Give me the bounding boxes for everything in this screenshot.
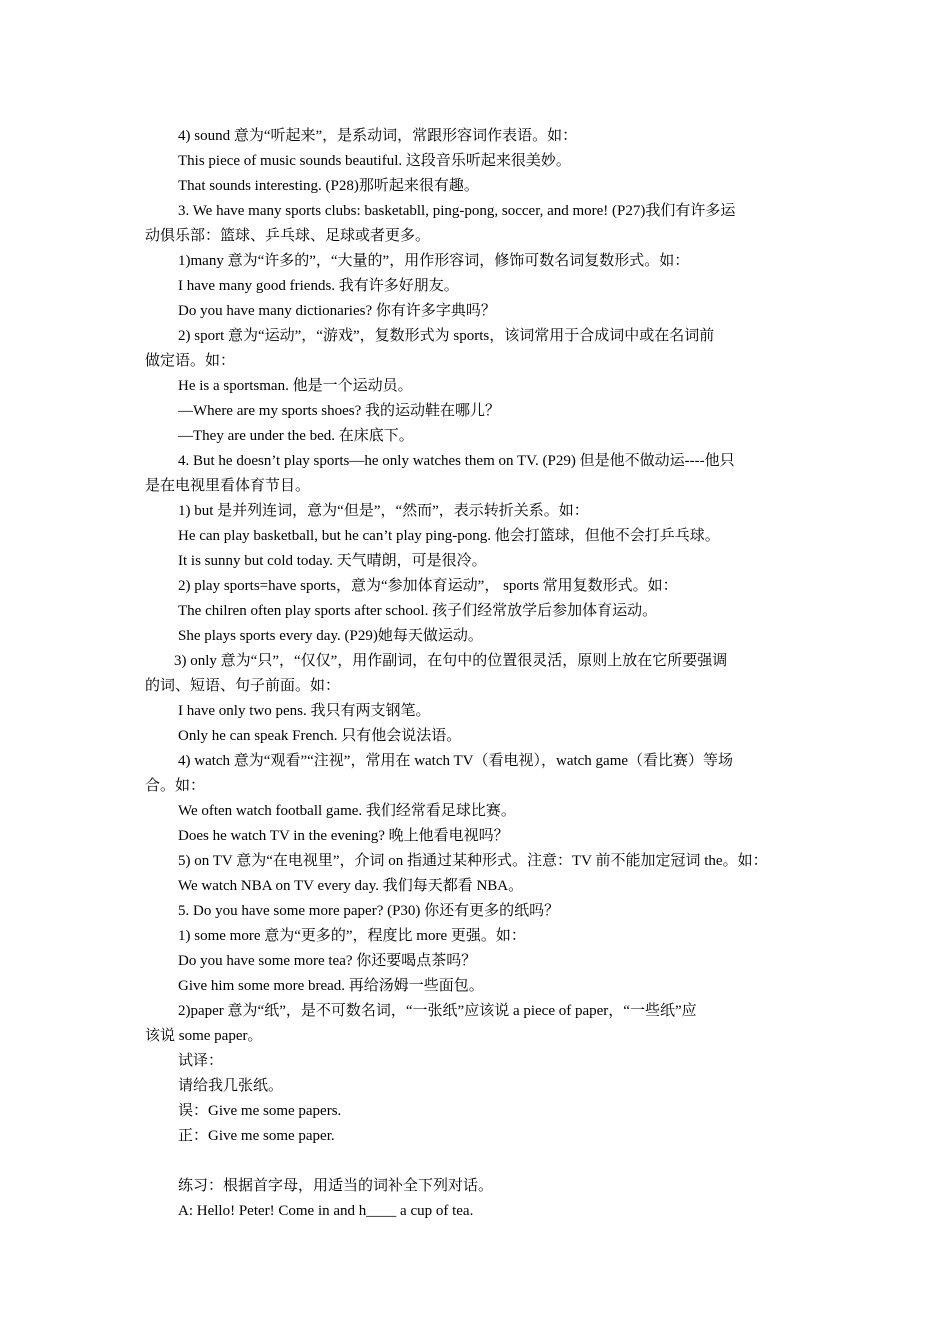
text-line: 做定语。如： <box>145 353 236 369</box>
text-line: —They are under the bed. 在床底下。 <box>178 428 414 444</box>
text-line: A: Hello! Peter! Come in and h____ a cup of tea. <box>178 1203 474 1219</box>
text-line: —Where are my sports shoes? 我的运动鞋在哪儿？ <box>178 403 501 419</box>
text-line: He is a sportsman. 他是一个运动员。 <box>178 378 413 394</box>
text-line: 试译： <box>178 1053 224 1069</box>
text-line: She plays sports every day. (P29)她每天做运动。 <box>178 628 483 644</box>
text-line: 正：Give me some paper. <box>178 1128 335 1144</box>
text-line: Give him some more bread. 再给汤姆一些面包。 <box>178 978 484 994</box>
text-line: I have only two pens. 我只有两支钢笔。 <box>178 703 431 719</box>
text-line: 该说 some paper。 <box>145 1028 263 1044</box>
text-line: I have many good friends. 我有许多好朋友。 <box>178 278 459 294</box>
text-line: We watch NBA on TV every day. 我们每天都看 NBA。 <box>178 878 524 894</box>
text-line: It is sunny but cold today. 天气晴朗，可是很冷。 <box>178 553 487 569</box>
text-line: Does he watch TV in the evening? 晚上他看电视吗？ <box>178 828 509 844</box>
text-line: This piece of music sounds beautiful. 这段音乐听起来很美妙。 <box>178 153 571 169</box>
text-line: 1) some more 意为“更多的”，程度比 more 更强。如： <box>178 928 526 944</box>
text-line: He can play basketball, but he can’t play ping-pong. 他会打篮球，但他不会打乒乓球。 <box>178 528 720 544</box>
text-line: 合。如： <box>145 778 206 794</box>
text-line: Do you have some more tea? 你还要喝点茶吗？ <box>178 953 477 969</box>
text-line: 5) on TV 意为“在电视里”，介词 on 指通过某种形式。注意：TV 前不能加定冠词 the。如： <box>178 853 768 869</box>
text-line: We often watch football game. 我们经常看足球比赛。 <box>178 803 516 819</box>
text-line: The chilren often play sports after school. 孩子们经常放学后参加体育运动。 <box>178 603 658 619</box>
text-line: 是在电视里看体育节目。 <box>145 478 311 494</box>
text-line: 4) watch 意为“观看”“注视”，常用在 watch TV（看电视），watch game（看比赛）等场 <box>178 753 734 769</box>
text-line: 4) sound 意为“听起来”，是系动词，常跟形容词作表语。如： <box>178 128 578 144</box>
text-line: 5. Do you have some more paper? (P30) 你还有更多的纸吗？ <box>178 903 560 919</box>
text-line: 动俱乐部：篮球、乒乓球、足球或者更多。 <box>145 228 431 244</box>
text-line: 3) only 意为“只”，“仅仅”，用作副词，在句中的位置很灵活，原则上放在它所要强调 <box>174 653 728 669</box>
text-line: That sounds interesting. (P28)那听起来很有趣。 <box>178 178 479 194</box>
text-line: 请给我几张纸。 <box>178 1078 284 1094</box>
document-body <box>145 124 815 1224</box>
text-line: 2) sport 意为“运动”，“游戏”，复数形式为 sports，该词常用于合成词中或在名词前 <box>178 328 715 344</box>
text-line: 4. But he doesn’t play sports—he only watches them on TV. (P29) 但是他不做动运----他只 <box>178 453 735 469</box>
text-line: Do you have many dictionaries? 你有许多字典吗？ <box>178 303 496 319</box>
text-line: 3. We have many sports clubs: basketabll, ping-pong, soccer, and more! (P27)我们有许多运 <box>178 203 736 219</box>
text-line: 1)many 意为“许多的”，“大量的”，用作形容词，修饰可数名词复数形式。如： <box>178 253 690 269</box>
text-line: 2)paper 意为“纸”，是不可数名词，“一张纸”应该说 a piece of paper，“一些纸”应 <box>178 1003 697 1019</box>
text-line: 误：Give me some papers. <box>178 1103 342 1119</box>
text-line: Only he can speak French. 只有他会说法语。 <box>178 728 462 744</box>
text-line: 2) play sports=have sports，意为“参加体育运动”， sports 常用复数形式。如： <box>178 578 678 594</box>
text-line: 练习：根据首字母，用适当的词补全下列对话。 <box>178 1178 494 1194</box>
text-line: 的词、短语、句子前面。如： <box>145 678 341 694</box>
text-line: 1) but 是并列连词，意为“但是”，“然而”，表示转折关系。如： <box>178 503 589 519</box>
blank-line <box>145 1149 815 1174</box>
